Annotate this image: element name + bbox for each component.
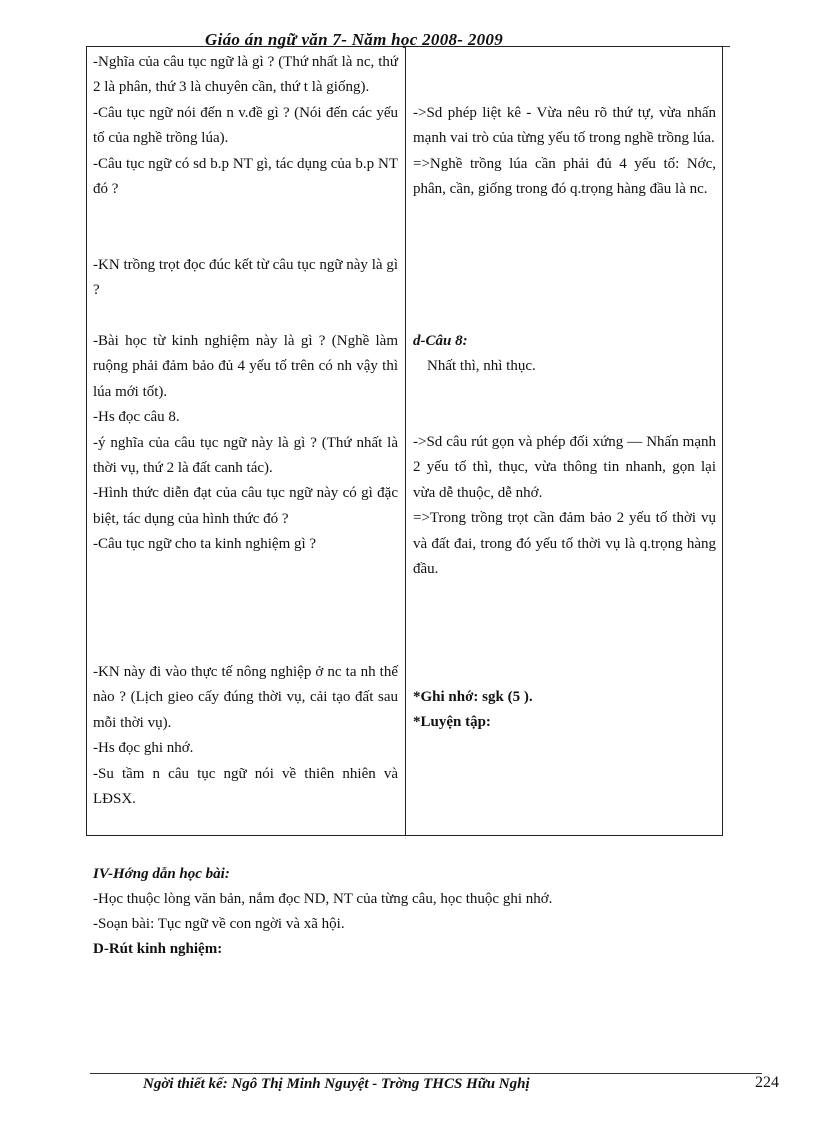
left-cell-practice bbox=[93, 660, 398, 812]
homework-section bbox=[93, 862, 552, 962]
homework-line: -Soạn bài: Tục ngữ về con ngời và xã hội. bbox=[93, 916, 345, 932]
right-text: =>Nghề trồng lúa cần phải đủ 4 yếu tố: Nớc, phân, cần, giống trong đó q.trọng hàng đầu là nc. bbox=[413, 155, 716, 198]
reflection-heading: D-Rút kinh nghiệm: bbox=[93, 941, 223, 957]
left-text: -KN trồng trọt đọc đúc kết từ câu tục ngữ này là gì ? bbox=[93, 257, 398, 299]
left-text: -Hs đọc câu 8. bbox=[93, 409, 180, 426]
homework-heading: IV-Hớng dẫn học bài: bbox=[93, 866, 230, 882]
ghi-nho-label: *Ghi nhớ: sgk (5 ). bbox=[413, 689, 533, 705]
left-text: -Câu tục ngữ có sd b.p NT gì, tác dụng của b.p NT đó ? bbox=[93, 155, 398, 198]
section-heading: d-Câu 8: bbox=[413, 333, 468, 349]
left-text: -Nghĩa của câu tục ngữ là gì ? (Thứ nhất là nc, thứ 2 là phân, thứ 3 là chuyên cần, thứ t là giống). bbox=[93, 54, 398, 96]
footer-rule bbox=[90, 1073, 762, 1074]
homework-line: -Học thuộc lòng văn bản, nắm đọc ND, NT của từng câu, học thuộc ghi nhớ. bbox=[93, 891, 553, 907]
left-cell-experience bbox=[93, 253, 398, 304]
right-text: ->Sd phép liệt kê - Vừa nêu rõ thứ tự, vừa nhấn mạnh vai trò của từng yếu tố trong nghề trồng lúa. bbox=[413, 105, 716, 147]
lesson-table bbox=[86, 46, 723, 836]
left-text: -Hình thức diễn đạt của câu tục ngữ này có gì đặc biệt, tác dụng của hình thức đó ? bbox=[93, 485, 398, 527]
page-number: 224 bbox=[755, 1074, 779, 1091]
proverb-text: Nhất thì, nhì thục. bbox=[427, 358, 536, 375]
left-text: -Câu tục ngữ cho ta kinh nghiệm gì ? bbox=[93, 536, 317, 553]
right-text: =>Trong trồng trọt cần đảm bảo 2 yếu tố thời vụ và đất đai, trong đó yếu tố thời vụ là q.trọng hàng đầu. bbox=[413, 510, 716, 578]
right-text: ->Sd câu rút gọn và phép đối xứng — Nhấn mạnh 2 yếu tố thì, thục, vừa thông tin nhanh, gọn lại vừa dễ thuộc, dễ nhớ. bbox=[413, 434, 716, 501]
right-cell-analysis-8 bbox=[413, 430, 716, 582]
column-divider bbox=[405, 47, 406, 835]
left-cell-meaning bbox=[93, 50, 398, 202]
left-text: -ý nghĩa của câu tục ngữ này là gì ? (Thứ nhất là thời vụ, thứ 2 là đất canh tác). bbox=[93, 434, 398, 477]
left-cell-lesson bbox=[93, 329, 398, 558]
right-cell-analysis bbox=[413, 101, 716, 203]
right-cell-cau8 bbox=[413, 329, 716, 380]
left-text: -Hs đọc ghi nhớ. bbox=[93, 740, 194, 757]
left-text: -Câu tục ngữ nói đến n v.đề gì ? (Nói đến các yếu tố của nghề trồng lúa). bbox=[93, 104, 398, 147]
left-text: -Su tầm n câu tục ngữ nói về thiên nhiên và LĐSX. bbox=[93, 765, 398, 808]
luyen-tap-label: *Luyện tập: bbox=[413, 714, 491, 731]
left-text: -Bài học từ kinh nghiệm này là gì ? (Nghề làm ruộng phải đảm bảo đủ 4 yếu tố trên có nh vậy thì lúa mới tốt). bbox=[93, 333, 398, 400]
header-title: Giáo án ngữ văn 7- Năm học 2008- 2009 bbox=[205, 30, 504, 49]
footer-author: Ngời thiết kế: Ngô Thị Minh Nguyệt - Trờng THCS Hữu Nghị bbox=[143, 1076, 530, 1092]
right-cell-summary bbox=[413, 685, 716, 736]
left-text: -KN này đi vào thực tế nông nghiệp ở nc ta nh thế nào ? (Lịch gieo cấy đúng thời vụ, cải tạo đất sau mỗi thời vụ). bbox=[93, 664, 398, 731]
